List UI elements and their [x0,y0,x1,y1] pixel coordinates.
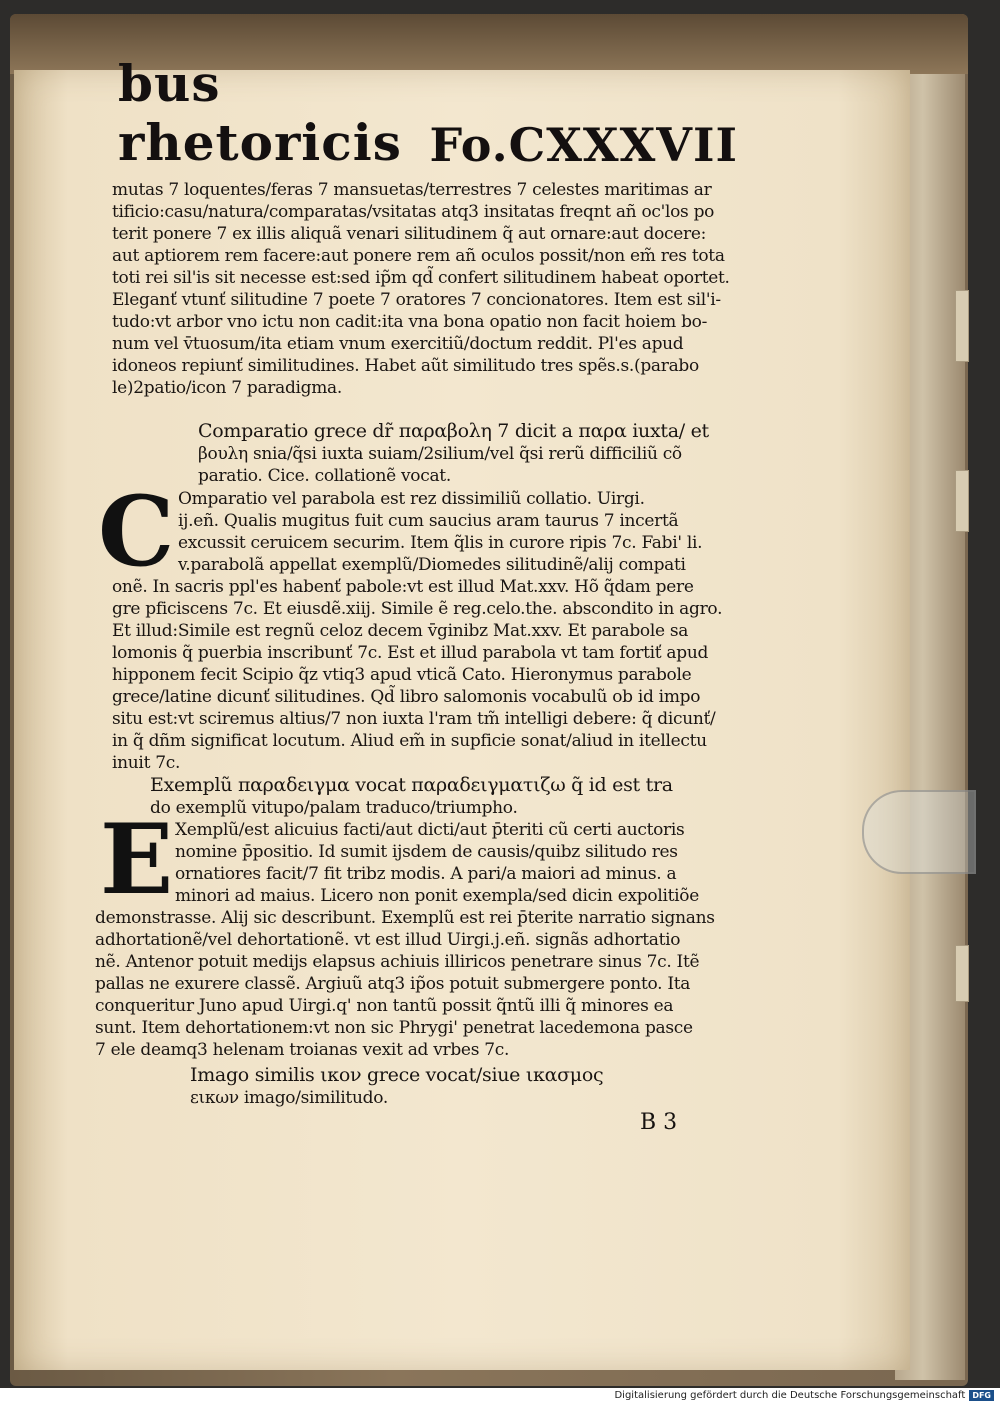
text-line: excussit ceruicem securim. Item q̃lis in curore ripis 7c. Fabi' li. [178,533,703,553]
text-line: Omparatio vel parabola est rez dissimiliũ collatio. Uirgi. [178,489,645,509]
text-line: mutas 7 loquentes/feras 7 mansuetas/terrestres 7 celestes maritimas ar [112,180,712,200]
text-line: nomine p̄positio. Id sumit ijsdem de causis/quibz silitudo res [175,842,678,862]
text-line: Et illud:Simile est regnũ celoz decem v̄ginibz Mat.xxv. Et parabole sa [112,621,689,641]
text-line: lomonis q̃ puerbia inscribunť 7c. Est et illud parabola vt tam fortiť apud [112,643,709,663]
text-line: situ est:vt sciremus altius/7 non iuxta l'ram tm̃ intelligi debere: q̃ dicunť/ [112,709,716,729]
section-heading-line: Comparatio grece dr̃ παραβολη 7 dicit a παρα iuxta/ et [198,420,709,442]
text-line: grece/latine dicunť silitudines. Qd̃ libro salomonis vocabulũ ob id impo [112,687,701,707]
text-line: gre pficiscens 7c. Et eiusdẽ.xiij. Simile ẽ reg.celo.the. abscondito in agro. [112,599,723,619]
text-line: tificio:casu/natura/comparatas/vsitatas atq3 insitatas freqnt añ oc'los po [112,202,715,222]
text-line: adhortationẽ/vel dehortationẽ. vt est illud Uirgi.j.eñ. signãs adhortatio [95,930,681,950]
text-line: 7 ele deamq3 helenam troianas vexit ad vrbes 7c. [95,1040,510,1060]
text-line: demonstrasse. Alij sic describunt. Exemplũ est rei p̄terite narratio signans [95,908,715,928]
running-head [118,54,738,172]
text-line: aut aptiorem rem facere:aut ponere rem añ oculos possit/non em̃ res tota [112,246,725,266]
section-heading-line: paratio. Cice. collationẽ vocat. [198,466,451,486]
text-line: tudo:vt arbor vno ictu non cadit:ita vna bona opatio non facit hoiem bo- [112,312,708,332]
credit-text: Digitalisierung gefördert durch die Deutsche Forschungsgemeinschaft [614,1390,966,1401]
text-line: terit ponere 7 ex illis aliquã venari silitudinem q̃ aut ornare:aut docere: [112,224,707,244]
text-line: num vel v̄tuosum/ita etiam vnum exercitiũ/doctum reddit. Pl'es apud [112,334,684,354]
text-line: Eleganť vtunť silitudine 7 poete 7 oratores 7 concionatores. Item est sil'i- [112,290,721,310]
section-heading-line: Imago similis ικον grece vocat/siue ικασμος [190,1064,604,1086]
text-line: sunt. Item dehortationem:vt non sic Phrygi' penetrat lacedemona pasce [95,1018,693,1038]
text-line: toti rei sil'is sit necesse est:sed ip̃m qd̃ confert silitudinem habeat oportet. [112,268,730,288]
text-line: hipponem fecit Scipio q̃z vtiq3 apud vticã Cato. Hieronymus parabole [112,665,692,685]
text-line: pallas ne exurere classẽ. Argiuũ atq3 ip̃os potuit submergere ponto. Ita [95,974,691,994]
text-line: le)2patio/icon 7 paradigma. [112,378,342,398]
text-line: in q̃ dñm significat locutum. Aliud em̃ in supficie sonat/aliud in itellectu [112,731,707,751]
dfg-logo: DFG [969,1390,994,1401]
running-head-title: bus rhetoricis [118,54,402,172]
drop-capital: E [100,803,174,916]
text-line: v.parabolã appellat exemplũ/Diomedes silitudinẽ/alij compati [178,555,686,575]
text-line: onẽ. In sacris ppl'es habenť pabole:vt est illud Mat.xxv. Hõ q̃dam pere [112,577,694,597]
signature-mark: B 3 [640,1110,678,1135]
text-line: ij.eñ. Qualis mugitus fuit cum saucius aram taurus 7 incertã [178,511,679,531]
text-line: ornatiores facit/7 fit tribz modis. A pari/a maiori ad minus. a [175,864,677,884]
text-line: conqueritur Juno apud Uirgi.q' non tantũ possit q̃ntũ illi q̃ minores ea [95,996,674,1016]
text-line: Xemplũ/est alicuius facti/aut dicti/aut p̄teriti cũ certi auctoris [175,820,685,840]
section-heading-line: do exemplũ vitupo/palam traduco/triumpho. [150,798,518,818]
text-line: nẽ. Antenor potuit medijs elapsus achiuis illiricos penetrare sinus 7c. Itẽ [95,952,700,972]
section-heading-line: εικων imago/similitudo. [190,1088,388,1108]
folio-number: Fo.CXXXVII [429,118,738,172]
section-heading-line: βουλη snia/q̃si iuxta suiam/2silium/vel q̃si rerũ difficiliũ cõ [198,444,682,464]
text-line: inuit 7c. [112,753,181,773]
footer-credit [614,1388,994,1403]
section-heading-line: Exemplũ παραδειγμα vocat παραδειγματιζω q̃ id est tra [150,774,673,796]
text-line: idoneos repiunť similitudines. Habet aũt similitudo tres spẽs.s.(parabo [112,356,699,376]
drop-capital: C [98,475,175,588]
text-line: minori ad maius. Licero non ponit exempla/sed dicin expolitiõe [175,886,699,906]
